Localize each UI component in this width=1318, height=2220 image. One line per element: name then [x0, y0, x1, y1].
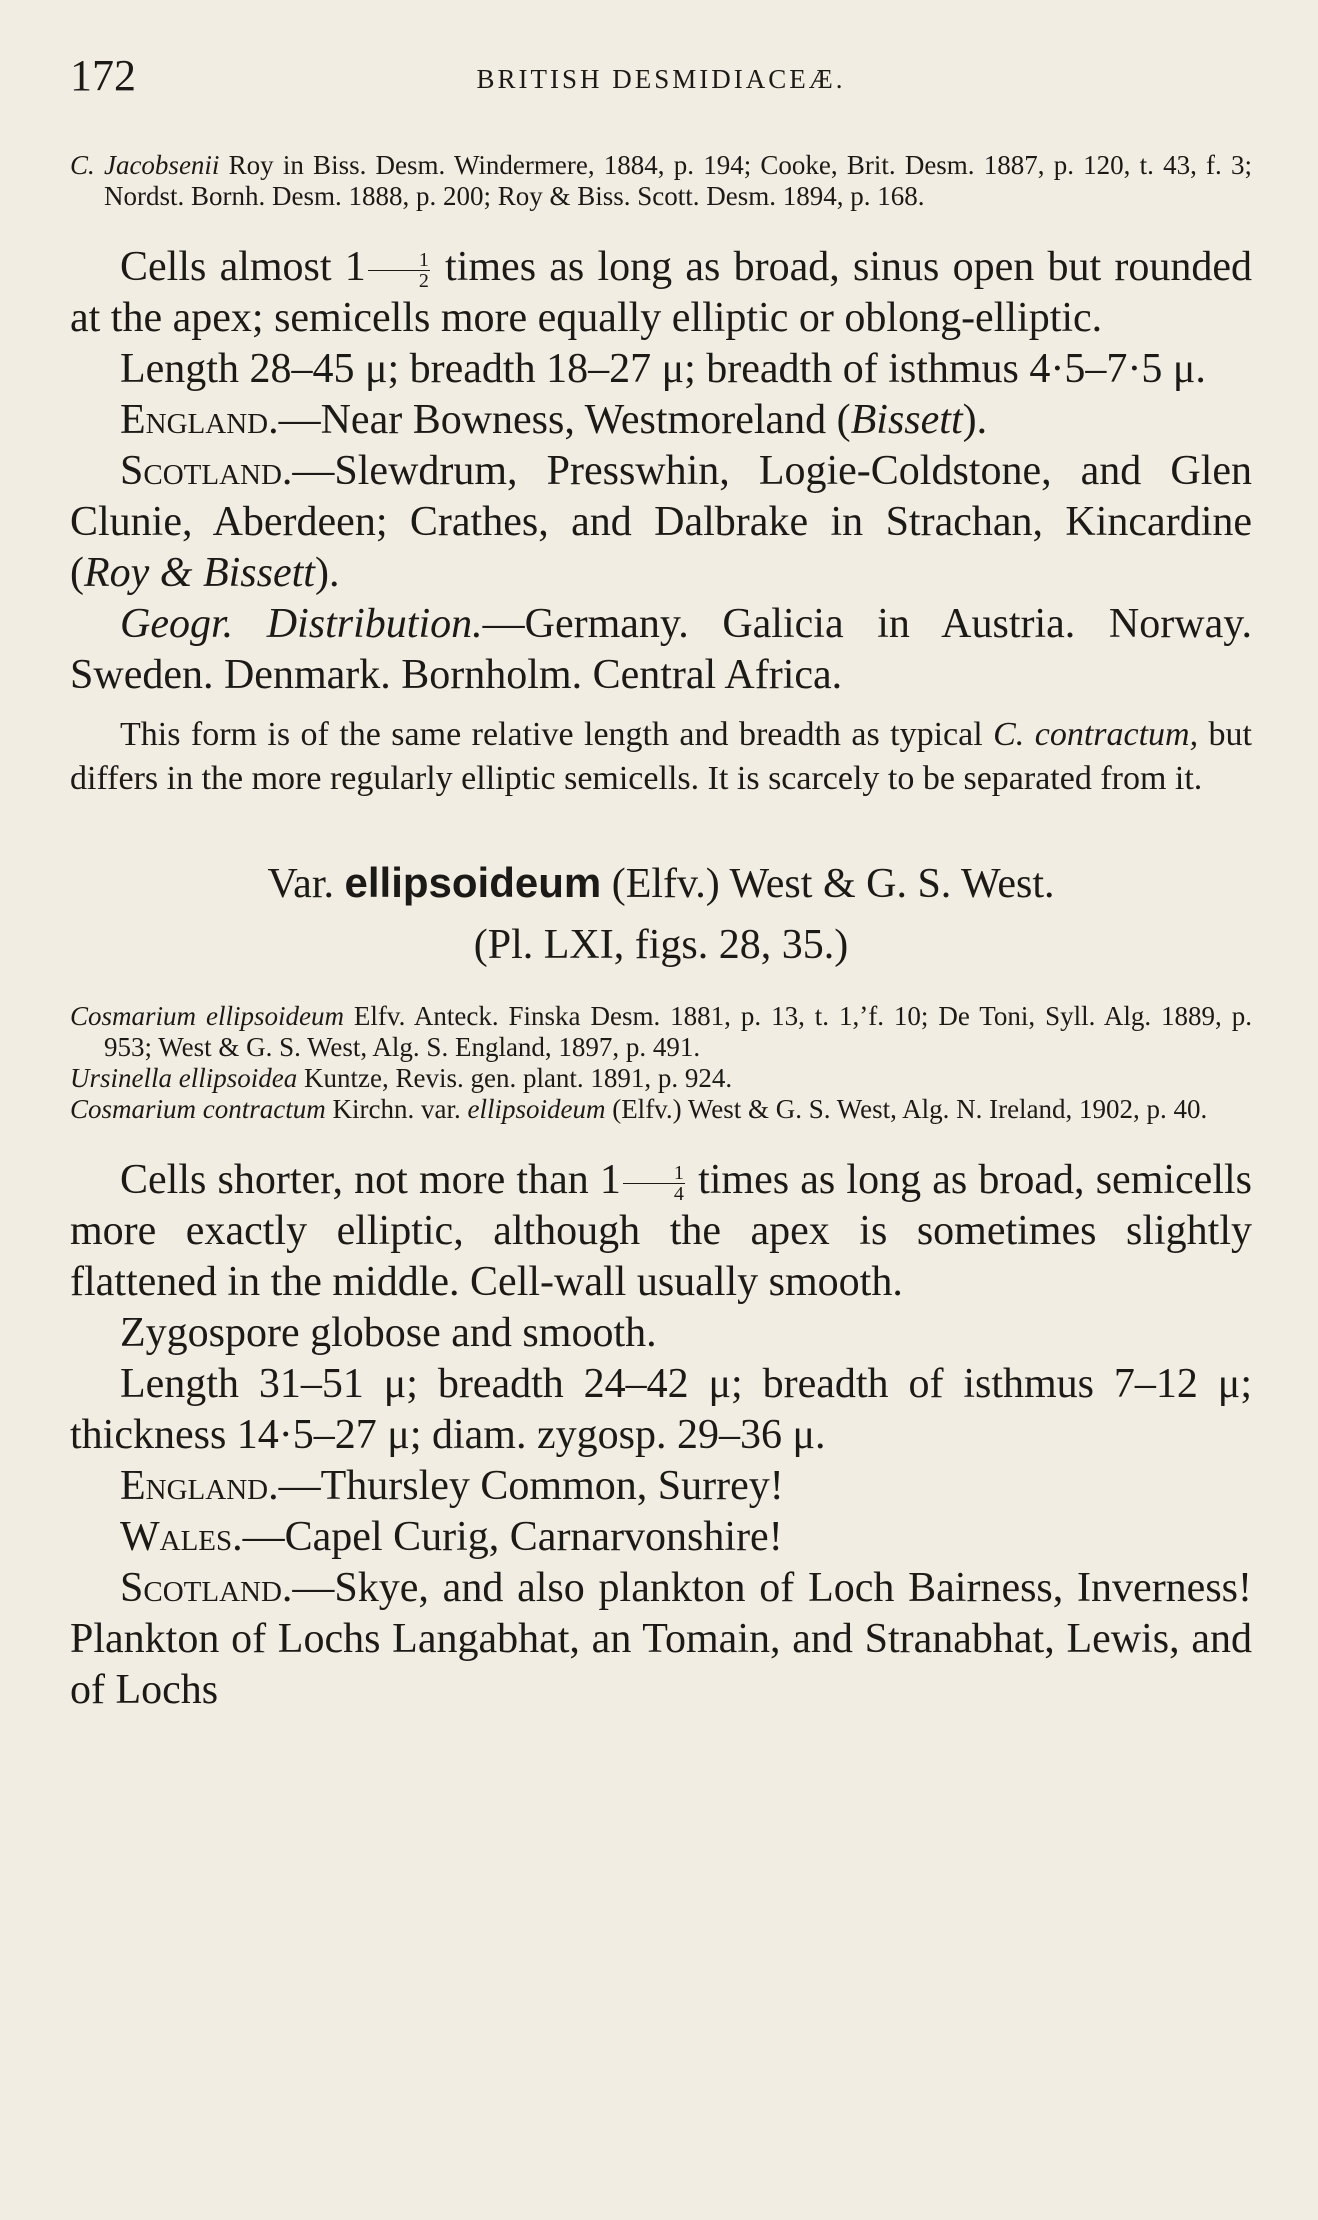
fraction-denominator: 4 [673, 1182, 684, 1205]
reference-text: Kirchn. var. [325, 1094, 468, 1124]
species-name: Ursinella ellipsoidea [70, 1063, 298, 1093]
text-run: This form is of the same relative length and breadth as typical [120, 716, 994, 753]
page-number: 172 [70, 51, 136, 100]
region-label: Scotland. [120, 448, 293, 494]
variety-name: ellipsoideum [467, 1094, 606, 1124]
locality-wales [70, 1512, 1252, 1563]
region-label: Wales. [120, 1514, 243, 1560]
zygospore-paragraph: Zygospore globose and smooth. [120, 1310, 657, 1356]
locality-scotland [70, 446, 1252, 599]
reference-text: Roy in Biss. Desm. Windermere, 1884, p. 194; Cooke, Brit. Desm. 1887, p. 120, t. 43, f. 3; Nordst. Bornh. Desm. 1888, p. 200; Roy & Biss. Scott. Desm. 1894, p. 168. [104, 150, 1252, 211]
fraction-denominator: 2 [418, 269, 429, 292]
species-name: C. contractum, [993, 716, 1199, 753]
fraction [368, 250, 430, 291]
reference-citation [70, 1094, 1252, 1125]
text-run: Cells shorter, not more than 1 [120, 1157, 621, 1203]
text-run: —Thursley Common, Surrey! [278, 1463, 784, 1509]
text-run: ). [314, 550, 340, 596]
geographic-distribution [70, 599, 1252, 701]
text-run: Cells almost 1 [120, 244, 366, 290]
species-name: C. Jacobsenii [70, 150, 220, 180]
locality-england [70, 1461, 1252, 1512]
text-run: times as long as broad, sinus open but rounded at the apex; semicells more equally elliptic or oblong-elliptic. [70, 244, 1252, 341]
fraction-numerator: 1 [623, 1163, 685, 1184]
reference-text: (Elfv.) West & G. S. West, Alg. N. Ireland, 1902, p. 40. [605, 1094, 1208, 1124]
text-run: —Slewdrum, Presswhin, Logie-Coldstone, and Glen Clunie, Aberdeen; Crathes, and Dalbrake in Strachan, Kincardine ( [70, 448, 1252, 596]
text-run: —Skye, and also plankton of Loch Bairness, Inverness! Plankton of Lochs Langabhat, an Tomain, and Stranabhat, Lewis, and of Lochs [70, 1565, 1252, 1713]
note-paragraph [70, 713, 1252, 801]
text-run: —Germany. Galicia in Austria. Norway. Sweden. Denmark. Bornholm. Central Africa. [70, 601, 1252, 698]
running-title: BRITISH DESMIDIACEÆ. [476, 64, 846, 94]
text-run: (Elfv.) West & G. S. West. [601, 861, 1055, 907]
text-run: —Near Bowness, Westmoreland ( [278, 397, 851, 443]
authority: Roy & Bissett [84, 550, 315, 596]
distribution-label: Geogr. Distribution. [120, 601, 483, 647]
species-name: Cosmarium ellipsoideum [70, 1001, 344, 1031]
fraction-numerator: 1 [368, 250, 430, 271]
region-label: England. [120, 397, 279, 443]
locality-scotland [70, 1563, 1252, 1716]
variety-description-paragraph [70, 1155, 1252, 1308]
plate-reference: (Pl. LXI, figs. 28, 35.) [473, 922, 849, 968]
text-run: times as long as broad, semicells more exactly elliptic, although the apex is sometimes slightly flattened in the middle. Cell-wall usually smooth. [70, 1157, 1252, 1305]
reference-text: Elfv. Anteck. Finska Desm. 1881, p. 13, t. 1,ʼf. 10; De Toni, Syll. Alg. 1889, p. 953; West & G. S. West, Alg. S. England, 1897, p. 491. [104, 1001, 1252, 1062]
reference-citation [70, 1001, 1252, 1063]
text-run: —Capel Curig, Carnarvonshire! [242, 1514, 783, 1560]
reference-citation [70, 1063, 1252, 1094]
locality-england [70, 395, 1252, 446]
text-run: Var. [267, 861, 345, 907]
species-name: Cosmarium contractum [70, 1094, 326, 1124]
page-body [70, 150, 1252, 1716]
variety-heading [70, 857, 1252, 910]
reference-text: Kuntze, Revis. gen. plant. 1891, p. 924. [297, 1063, 733, 1093]
text-run: but differs in the more regularly elliptic semicells. It is scarcely to be separated from it. [70, 716, 1253, 797]
dimensions-paragraph: Length 31–51 μ; breadth 24–42 μ; breadth of isthmus 7–12 μ; thickness 14·5–27 μ; diam. zygosp. 29–36 μ. [70, 1361, 1252, 1458]
authority: Bissett [850, 397, 963, 443]
variety-name: ellipsoideum [344, 859, 602, 906]
region-label: Scotland. [120, 1565, 293, 1611]
region-label: England. [120, 1463, 279, 1509]
cell-description-paragraph [70, 242, 1252, 344]
dimensions-paragraph: Length 28–45 μ; breadth 18–27 μ; breadth of isthmus 4·5–7·5 μ. [120, 346, 1206, 392]
fraction [623, 1163, 685, 1204]
reference-citation [70, 150, 1252, 212]
page-header [70, 50, 1252, 100]
text-run: ). [962, 397, 988, 443]
